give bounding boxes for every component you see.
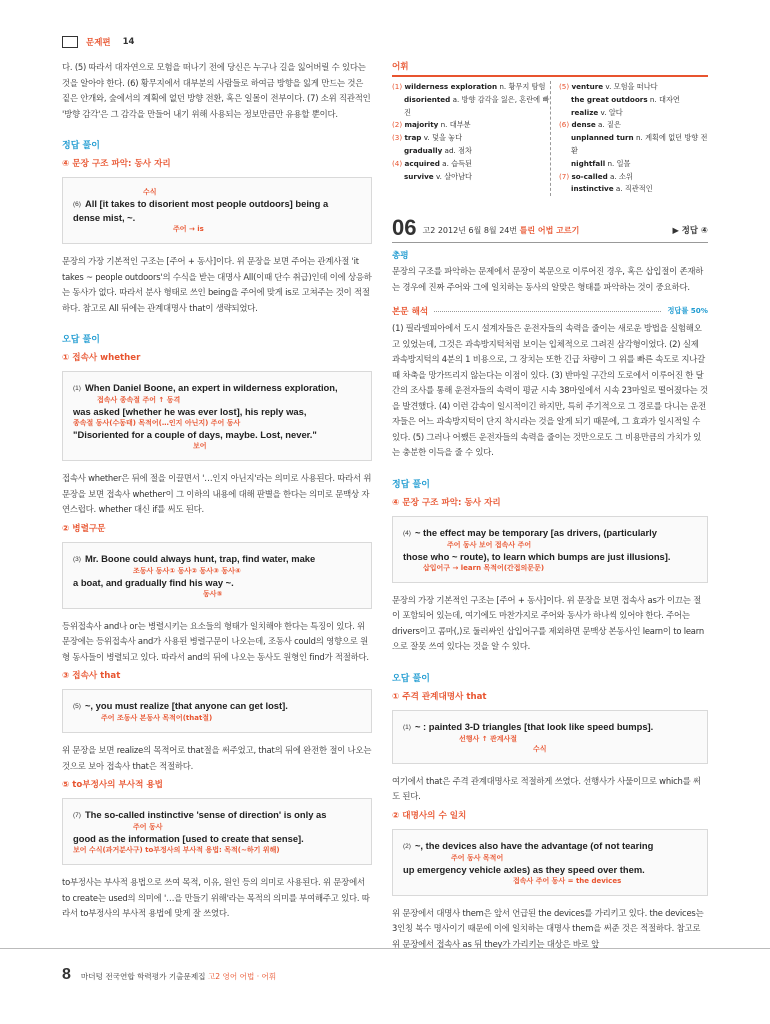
page-footer: [62, 966, 276, 984]
left-column: [62, 60, 372, 922]
example-box-4: [62, 177, 372, 244]
logo-icon: [62, 36, 78, 48]
question-info: 고2 2012년 6월 8월 24번 틀린 어법 고르기: [422, 226, 580, 236]
example-tag: 종속절 동사(수동태) 목적어(…인지 아닌지) 주어 동사: [73, 419, 241, 427]
example-line: those who ~ route), to learn which bumps are just illusions].: [403, 550, 671, 562]
translation-title: 본문 해석: [392, 307, 429, 318]
question-number: 06: [392, 215, 417, 241]
wrong-subtitle-2: ② 병렬구문: [62, 523, 106, 534]
wrong-title: 오답 풀이: [392, 673, 430, 684]
example-tag: 선행사 ↑ 관계사절: [459, 734, 518, 743]
vocab-column-right: [550, 81, 708, 196]
right-column: [392, 60, 708, 952]
divider: [434, 311, 661, 312]
wrong-subtitle-r2: ② 대명사의 수 일치: [392, 810, 467, 821]
explanation-paragraph: 문장의 가장 기본적인 구조는 [주어 + 동사]이다. 위 문장을 보면 접속사 as가 이끄는 절이 포함되어 있는데, 여기에도 마찬가지로 주어와 동사가 하나씩 있어야 한다. 주어는 drivers이고 콤마(,)로 둘러싸인 삽입어구를 제외하면 문맥상 본동사인 learn이 to learn으로 잘못 쓰여 있다는 것을 알 수 있다.: [392, 594, 704, 652]
explanation-paragraph: 여기에서 that은 주격 관계대명사로 적절하게 쓰였다. 선행사가 사물이므로 which를 써도 된다.: [392, 775, 701, 802]
example-tag: 접속사 주어 동사 = the devices: [513, 876, 622, 885]
example-box-5: [62, 798, 372, 865]
example-line: (3) Mr. Boone could always hunt, trap, find water, make: [73, 552, 316, 564]
example-tag: 보어: [193, 442, 207, 450]
example-box-3: [62, 689, 372, 733]
wrong-subtitle-r1: ① 주격 관계대명사 that: [392, 691, 487, 702]
wrong-subtitle-5: ⑤ to부정사의 부사적 용법: [62, 780, 163, 790]
footer-divider: [0, 948, 770, 949]
intro-paragraph: 다. (5) 따라서 대자연으로 모험을 떠나기 전에 당신은 누구나 길을 잃어버릴 수 있다는 것을 알아야 한다. (6) 황무지에서 대부분의 사람들로 하여금 방향을 잃게 만드는 것은 짙은 안개와, 숲에서의 계획에 없던 방향 전환, 혹은 일몰이 전부이다. (7) 소위 직관적인 '방향 감각'은 그 감각을 만들어 내기 위해 사용되는 정보만큼만 유용할 뿐이다.: [62, 62, 371, 119]
explanation-paragraph: 문장의 가장 기본적인 구조는 [주어 + 동사]이다. 위 문장을 보면 주어는 관계사절 'it takes ~ people outdoors'의 수식을 받는 대명사 All(이때 단수 취급)인데 이에 상응하는 동사가 없다. 따라서 분사 형태로 쓰인 being을 주어에 맞게 is로 고쳐주는 것이 적절하다. 참고로 All 뒤에는 관계대명사 that이 생략되었다.: [62, 256, 372, 313]
example-tag: 주어 조동사 본동사 목적어(that절): [101, 714, 213, 722]
example-line: (7) The so-called instinctive 'sense of direction' is only as: [73, 809, 327, 820]
example-box-r1: [392, 710, 708, 764]
translation-header: [392, 305, 708, 317]
wrong-subtitle-1: ① 접속사 whether: [62, 353, 141, 363]
example-tag: 주어 동사: [133, 823, 163, 831]
example-tag: 주어 동사 목적어: [451, 853, 504, 862]
example-tag: 주어 동사 보어 접속사 주어: [447, 540, 532, 549]
vocab-entry: the great outdoors n. 대자연: [571, 94, 680, 104]
explanation-paragraph: 접속사 whether은 뒤에 절을 이끌면서 '…인지 아닌지'라는 의미로 사용된다. 따라서 위 문장을 보면 접속사 whether이 그 이하의 내용에 대해 판별을 한다는 의미로 문맥상 자연스럽다. whether 대신 if를 써도 된다.: [62, 473, 372, 514]
example-box-1: [62, 371, 372, 461]
vocab-title: 어휘: [392, 62, 409, 72]
footer-book-title: 마더텅 전국연합 학력평가 기출문제집 고2 영어 어법 · 어휘: [80, 972, 277, 981]
example-box-2: [62, 542, 372, 609]
example-line: up emergency vehicle axles) as they speed over them.: [403, 863, 645, 875]
example-box-r4: [392, 516, 708, 583]
example-tag: 삽입어구 → learn 목적어(간접의문문): [423, 563, 545, 572]
page-header: [62, 36, 134, 48]
explanation-paragraph: 등위접속사 and나 or는 병렬시키는 요소들의 형태가 일치해야 한다는 특징이 있다. 위 문장에는 등위접속사 and가 사용된 병렬구문이 나오는데, 조동사 could의 영향으로 원형 동사들이 병렬되고 있다. 따라서 and의 뒤에 나오는 동사도 원형인 find가 적절하다.: [62, 620, 369, 662]
wrong-title: 오답 풀이: [62, 335, 100, 345]
explanation-paragraph: 위 문장을 보면 realize의 목적어로 that절을 써주었고, that의 뒤에 완전한 절이 나오는 것으로 보아 접속사 that은 적절하다.: [62, 745, 372, 771]
example-line: was asked [whether he was ever lost], his reply was,: [73, 406, 307, 417]
vocab-entry: survive v. 살아남다: [404, 171, 472, 181]
question-answer: ▶ 정답 ④: [672, 225, 708, 236]
example-tag: 수식: [533, 744, 547, 753]
example-line: (6) All [it takes to disorient most people outdoors] being a: [73, 198, 329, 209]
vocab-entry: nightfall n. 일몰: [571, 158, 631, 168]
example-line: good as the information [used to create that sense].: [73, 833, 304, 844]
vocab-box: [392, 75, 708, 196]
example-line: (2) ~, the devices also have the advantage (of not tearing: [403, 839, 654, 851]
example-line: (5) ~, you must realize [that anyone can get lost].: [73, 700, 288, 711]
answer-title: 정답 풀이: [392, 479, 430, 490]
vocab-entry: (6) dense a. 짙은: [559, 120, 621, 130]
vocab-entry: (1) wilderness exploration n. 황무지 탐험: [392, 82, 546, 91]
vocab-entry: (7) so-called a. 소위: [559, 171, 633, 181]
vocab-entry: unplanned turn n. 계획에 없던 방향 전환: [571, 133, 708, 155]
example-box-r2: [392, 829, 708, 896]
footer-page-number: 8: [62, 966, 71, 983]
example-tag: 보어 수식(과거분사구) to부정사의 부사적 용법: 목적(~하기 위해): [73, 846, 280, 854]
example-line: a boat, and gradually find his way ~.: [73, 576, 234, 588]
example-line: (1) When Daniel Boone, an expert in wilderness exploration,: [73, 382, 338, 393]
header-label: 문제편: [86, 38, 111, 48]
review-paragraph: 문장의 구조를 파악하는 문제에서 문장이 복문으로 이루어진 경우, 혹은 삽입절이 존재하는 경우에 진짜 주어와 그에 일치하는 동사의 알맞은 형태를 파악하는 것이 중요하다.: [392, 266, 704, 292]
wrong-subtitle-3: ③ 접속사 that: [62, 671, 121, 681]
example-line: (1) ~ : painted 3-D triangles [that look like speed bumps].: [403, 720, 654, 732]
example-line: dense mist, ~.: [73, 212, 136, 223]
example-line: (4) ~ the effect may be temporary [as drivers, (particularly: [403, 526, 657, 538]
vocab-entry: gradually ad. 점차: [404, 145, 472, 155]
vocab-entry: instinctive a. 직관적인: [571, 184, 653, 194]
example-tag: 수식: [143, 188, 157, 196]
header-page-number: 14: [122, 37, 135, 47]
vocab-entry: (3) trap v. 덫을 놓다: [392, 133, 463, 143]
example-tag: 주어 → is: [173, 225, 204, 233]
correct-rate: 정답률 50%: [667, 306, 708, 316]
review-title: 총평: [392, 251, 409, 262]
vocab-entry: realize v. 알다: [571, 107, 623, 117]
question-header: [392, 215, 708, 243]
explanation-paragraph: to부정사는 부사적 용법으로 쓰여 목적, 이유, 원인 등의 의미로 사용된다. 위 문장에서 to create는 used의 의미에 '…을 만들기 위해'라는 목적의 의미를 부여해주고 있다. 따라서 to부정사의 부사적 용법에 맞게 잘 쓰였다.: [62, 877, 370, 918]
vocab-entry: disoriented a. 방향 감각을 잃은, 혼란에 빠진: [404, 94, 550, 117]
vocab-column-left: [392, 81, 550, 196]
vocab-entry: (2) majority n. 대부분: [392, 120, 471, 130]
example-tag: 동사⑤: [203, 589, 223, 598]
explanation-paragraph: 위 문장에서 대명사 them은 앞서 언급된 the devices를 가리키고 있다. the devices는 3인칭 복수 명사이기 때문에 이에 일치하는 대명사 them을 써준 것은 적절하다. 참고로 위 문장에서 접속사 as 뒤 they가 가리키는 대상은 바로 앞: [392, 907, 704, 949]
example-tag: 조동사 동사① 동사② 동사③ 동사④: [133, 566, 241, 575]
vocab-entry: (4) acquired a. 습득된: [392, 158, 472, 168]
answer-subtitle: ④ 문장 구조 파악: 동사 자리: [62, 159, 171, 169]
example-tag: 접속사 종속절 주어 ↑ 동격: [97, 396, 181, 404]
vocab-entry: (5) venture v. 모험을 떠나다: [559, 82, 658, 91]
example-line: "Disoriented for a couple of days, maybe. Lost, never.": [73, 429, 317, 440]
translation-paragraph: (1) 필라델피아에서 도시 설계자들은 운전자들의 속력을 줄이는 새로운 방법을 실험해오고 있었는데, 그것은 과속방지턱처럼 보이는 입체적으로 그려진 삼각형이었다. (2) 실제 과속방지턱의 4분의 1 비용으로, 그 장치는 또한 긴급 차량이 그 위를 빠른 속도로 지나갈 때 차축을 망가뜨리지 않는다는 이점이 있다. (3) 반마일 구간의 도로에서 이루어진 한 달간의 조사를 통해 운전자들의 속력이 평균 시속 38마일에서 시속 23마일로 떨어졌다는 것을 발견했다. (4) 이런 감속이 일시적이긴 하지만, 특히 주기적으로 그 경로를 다니는 운전자들은 어느 과속방지턱이 단지 착시라는 것을 알게 되기 때문에, 그 효과가 일시적일 수 있다. (5) 그러나 어쨌든 운전자들의 속력을 줄이는 것만으로도 그 비용만큼의 가치가 있는 충분한 이득을 줄 수 있다.: [392, 323, 708, 458]
answer-title: 정답 풀이: [62, 141, 100, 151]
answer-subtitle: ④ 문장 구조 파악: 동사 자리: [392, 497, 501, 508]
